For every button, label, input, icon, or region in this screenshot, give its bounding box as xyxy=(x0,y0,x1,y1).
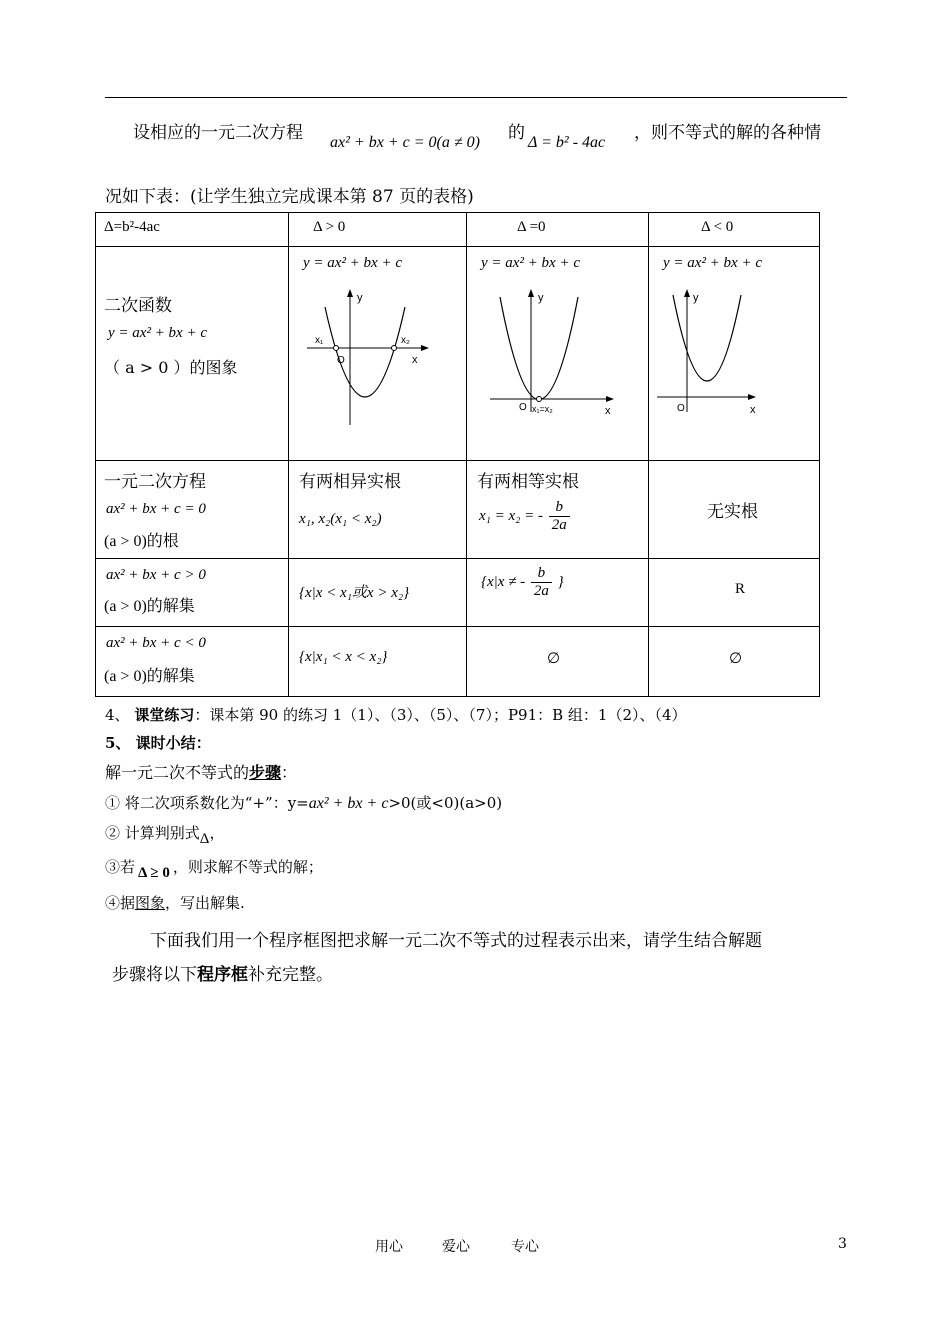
step-2-mark: ② xyxy=(105,824,121,842)
row2-c3: 无实根 xyxy=(707,502,758,522)
steps-intro-post: ： xyxy=(281,763,298,782)
para-line-2-post: 补充完整。 xyxy=(248,965,333,985)
step-2 xyxy=(105,822,225,847)
para-line-2-key: 程序框 xyxy=(197,965,248,985)
row3-c2-right: } xyxy=(557,573,564,590)
g3-y-label: y xyxy=(693,292,699,304)
row2-c1-title: 有两相异实根 xyxy=(299,472,401,492)
row3-c2-num: b xyxy=(531,565,552,583)
row3-c3: R xyxy=(735,581,746,597)
row4-label-eq: ax² + bx + c < 0 xyxy=(106,635,206,651)
step-4-tail: ，写出解集. xyxy=(165,894,245,912)
footer-motto-1: 用心 xyxy=(375,1239,403,1255)
step-1-math: ax² + bx + c xyxy=(308,795,389,812)
row2-c2-title: 有两相等实根 xyxy=(477,472,579,492)
footer-motto-3: 专心 xyxy=(511,1239,539,1255)
intro-text: 设相应的一元二次方程 xyxy=(133,123,303,143)
g3-x-label: x xyxy=(750,404,756,416)
para-line-2-pre: 步骤将以下 xyxy=(112,965,197,985)
step-2-text: 计算判别式 xyxy=(120,824,200,842)
g1-y-label: y xyxy=(357,292,363,304)
table-row-lt xyxy=(96,627,820,697)
row2-label-cond: (a > 0)的根 xyxy=(104,533,179,550)
row2-label-title: 一元二次方程 xyxy=(104,472,206,492)
row4-c1: {x|x₁ < x < x₂} xyxy=(299,649,388,665)
steps-intro xyxy=(105,760,297,783)
intro-equation: ax² + bx + c = 0(a ≠ 0) xyxy=(330,134,480,151)
graph-no-root xyxy=(654,287,774,417)
intro-tail: ，则不等式的解的各种情 xyxy=(634,123,821,143)
row3-c2 xyxy=(481,565,564,600)
step-4 xyxy=(105,892,245,913)
header-rule xyxy=(105,97,847,98)
g1-x1-label: x₁ xyxy=(315,335,324,346)
g2-x-label: x xyxy=(605,405,611,417)
row2-c2-fraction xyxy=(549,499,570,534)
row1-label-title: 二次函数 xyxy=(104,296,172,316)
table-row-roots xyxy=(96,461,820,559)
step-3 xyxy=(105,856,323,881)
g1-x-label: x xyxy=(412,354,418,366)
step-2-math: Δ xyxy=(199,831,210,847)
row4-label-cond: (a > 0)的解集 xyxy=(104,668,195,685)
header-delta-neg: Δ < 0 xyxy=(701,219,734,235)
intro-de: 的 xyxy=(508,123,525,143)
step-1-mark: ① xyxy=(105,794,121,812)
section-5 xyxy=(105,732,211,753)
section-5-colon: ： xyxy=(195,734,211,752)
row2-label-eq: ax² + bx + c = 0 xyxy=(106,501,206,517)
g2-y-label: y xyxy=(538,292,544,304)
solution-table xyxy=(95,212,820,697)
g1-origin-label: O xyxy=(337,355,345,366)
section-4 xyxy=(105,704,687,725)
header-delta-pos: Δ > 0 xyxy=(313,219,346,235)
section-4-title: 课堂练习 xyxy=(134,706,195,724)
graph2-eq: y = ax² + bx + c xyxy=(481,255,580,271)
step-1-tail: >0(或<0)(a>0) xyxy=(388,794,503,812)
intro-delta: Δ = b² - 4ac xyxy=(528,134,606,151)
section-4-num: 4、 xyxy=(105,706,130,724)
g2-x12-label: x₁=x₂ xyxy=(532,404,553,414)
row4-c3: ∅ xyxy=(729,651,743,667)
row3-label-cond: (a > 0)的解集 xyxy=(104,598,195,615)
section-4-text: ：课本第 90 的练习 1（1）、（3）、（5）、（7）；P91：B 组：1（2）、（4） xyxy=(194,706,687,724)
step-1 xyxy=(105,792,502,813)
row1-label-cond: （ a > 0 ）的图象 xyxy=(104,358,238,377)
table-row-graph xyxy=(96,247,820,461)
step-4-mark: ④ xyxy=(105,894,121,912)
graph1-eq: y = ax² + bx + c xyxy=(303,255,402,271)
row1-label-eq: y = ax² + bx + c xyxy=(108,325,207,341)
row3-c2-left: {x|x ≠ - xyxy=(481,573,526,590)
graph3-eq: y = ax² + bx + c xyxy=(663,255,762,271)
step-4-text: 据 xyxy=(120,894,136,912)
row2-c2-den: 2a xyxy=(551,517,567,533)
intro-line-1 xyxy=(133,118,303,143)
para-line-2 xyxy=(112,960,333,985)
g2-origin-label: O xyxy=(519,402,527,413)
row3-label-eq: ax² + bx + c > 0 xyxy=(106,567,206,583)
step-3-text: 若 xyxy=(120,858,136,876)
row3-c1: {x|x < x₁或x > x₂} xyxy=(299,585,410,601)
footer-motto-2: 爱心 xyxy=(442,1239,470,1255)
row2-c2-num: b xyxy=(549,499,570,517)
row4-c2: ∅ xyxy=(547,651,561,667)
step-3-mark: ③ xyxy=(105,858,121,876)
header-delta-zero: Δ =0 xyxy=(517,219,546,235)
step-4-key: 图象 xyxy=(135,894,166,912)
row2-c2-eq-left: x₁ = x₂ = - xyxy=(479,507,543,524)
step-2-tail: ， xyxy=(209,824,225,842)
step-3-tail: ，则求解不等式的解； xyxy=(172,858,323,876)
g1-x2-label: x₂ xyxy=(401,335,410,346)
section-5-num: 5、 xyxy=(105,734,131,752)
table-row-gt xyxy=(96,559,820,627)
graph-two-roots xyxy=(307,287,442,427)
page-number: 3 xyxy=(838,1236,847,1252)
row2-c1-eq: x₁, x₂(x₁ < x₂) xyxy=(299,511,382,527)
row3-c2-den: 2a xyxy=(533,583,549,599)
g3-origin-label: O xyxy=(677,403,685,414)
intro-line-2: 况如下表：(让学生独立完成课本第 87 页的表格) xyxy=(105,187,474,207)
row3-c2-fraction xyxy=(531,565,552,600)
steps-intro-pre: 解一元二次不等式的 xyxy=(105,763,250,782)
row2-c2-eq xyxy=(479,499,572,534)
step-3-math: Δ ≥ 0 xyxy=(138,865,170,881)
steps-intro-key: 步骤 xyxy=(249,763,282,782)
para-line-1: 下面我们用一个程序框图把求解一元二次不等式的过程表示出来，请学生结合解题 xyxy=(150,931,762,951)
header-delta-def: Δ=b²-4ac xyxy=(104,219,160,235)
graph-double-root xyxy=(485,287,625,417)
section-5-title: 课时小结 xyxy=(135,734,196,752)
step-1-text: 将二次项系数化为“+”：y= xyxy=(120,794,309,812)
table-header-row xyxy=(96,213,820,247)
